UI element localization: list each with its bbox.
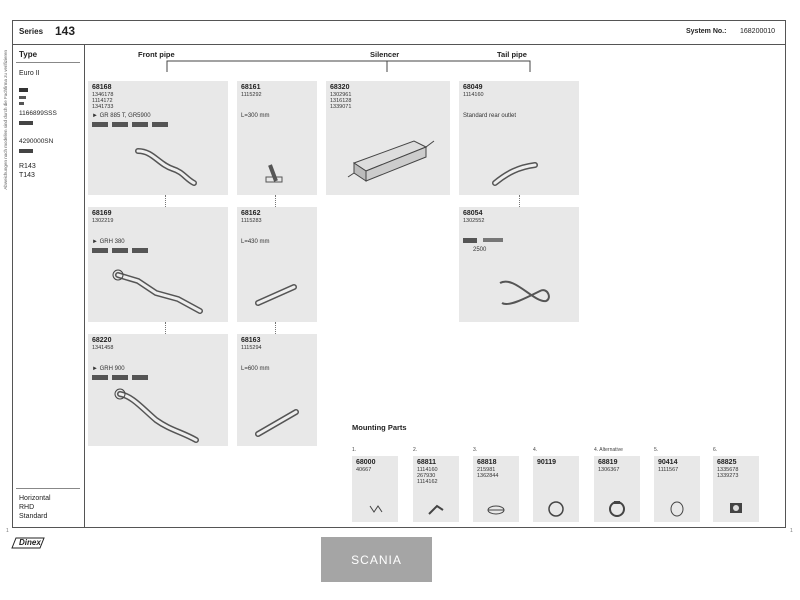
- brand-banner: SCANIA: [321, 537, 432, 582]
- connector-fp3: [165, 322, 166, 334]
- orientation-rhd: RHD: [19, 504, 35, 511]
- length-note: L=430 mm: [241, 239, 270, 245]
- part-number: 68163: [241, 337, 261, 344]
- pipe-drawing: [128, 139, 208, 189]
- oe-numbers: 1114160: [463, 92, 484, 98]
- oe-numbers: 215981 1362844: [477, 467, 499, 480]
- part-number: 90414: [658, 459, 678, 466]
- logo-text: Dinex: [19, 538, 41, 547]
- card-68320[interactable]: [326, 81, 450, 195]
- connector-fp2: [275, 195, 276, 207]
- mount-num-4: 4.: [533, 447, 538, 453]
- part-number: 68162: [241, 210, 261, 217]
- system-value: 168200010: [740, 28, 776, 35]
- mount-num-3: 3.: [473, 447, 478, 453]
- ring-clamp-icon: [545, 500, 567, 518]
- part-number: 68168: [92, 84, 112, 91]
- oe-numbers: 1341458: [92, 345, 114, 351]
- connector-tp1: [519, 195, 520, 207]
- card-68163[interactable]: [237, 334, 317, 446]
- oe-numbers: 1306367: [598, 467, 620, 473]
- mount-card-68825[interactable]: [713, 456, 759, 522]
- card-68161[interactable]: [237, 81, 317, 195]
- type-label: Type: [19, 50, 38, 59]
- part-number: 68220: [92, 337, 112, 344]
- part-number: 68811: [417, 459, 437, 466]
- flex-pipe-drawing: [494, 273, 554, 313]
- engine-code-2: 4290000SN: [19, 138, 54, 145]
- connector-fp1: [165, 195, 166, 207]
- card-68169[interactable]: [88, 207, 228, 322]
- oe-numbers: 1302552: [463, 218, 485, 224]
- pipe-drawing: [252, 404, 302, 440]
- part-number: 68819: [598, 459, 618, 466]
- page-corner-marker-right: 1: [790, 528, 793, 534]
- model-r143: R143: [19, 163, 36, 170]
- pipe-drawing: [262, 161, 292, 187]
- oe-numbers: 1114160 267930 1114162: [417, 467, 438, 486]
- ring-clamp-icon: [606, 500, 628, 518]
- euro-class: Euro II: [19, 70, 40, 77]
- card-68220[interactable]: [88, 334, 228, 446]
- section-tail-pipe: Tail pipe: [497, 50, 527, 59]
- mount-card-68819[interactable]: [594, 456, 640, 522]
- mount-card-68811[interactable]: [413, 456, 459, 522]
- part-number: 68169: [92, 210, 112, 217]
- system-label: System No.:: [686, 28, 727, 35]
- mount-num-4-alt: 4. Alternative: [594, 447, 623, 453]
- mount-num-6: 6.: [713, 447, 718, 453]
- orientation-standard: Standard: [19, 513, 48, 520]
- card-68049[interactable]: [459, 81, 579, 195]
- oe-numbers: 1115294: [241, 345, 262, 351]
- fitment-note: ► GRH 380: [92, 239, 125, 245]
- connector-fp4: [275, 322, 276, 334]
- pipe-drawing: [489, 161, 549, 191]
- oe-numbers: 1302961 1316128 1339071: [330, 92, 352, 111]
- mount-num-1: 1.: [352, 447, 357, 453]
- length-note: L=300 mm: [241, 113, 270, 119]
- vehicle-icons: [92, 374, 152, 382]
- part-number: 68054: [463, 210, 483, 217]
- oe-numbers: 1111567: [658, 467, 679, 473]
- sleeve-icon: [666, 500, 688, 518]
- clamp-icon: [368, 502, 384, 514]
- oe-numbers: 1302219: [92, 218, 114, 224]
- mount-num-2: 2.: [413, 447, 418, 453]
- model-t143: T143: [19, 172, 35, 179]
- part-number: 68825: [717, 459, 737, 466]
- orientation-horizontal: Horizontal: [19, 495, 51, 502]
- pipe-drawing: [108, 265, 218, 319]
- card-68054[interactable]: [459, 207, 579, 322]
- vehicle-icons: [92, 121, 172, 129]
- oe-numbers: 1115292: [241, 92, 262, 98]
- length-note: 2500: [473, 247, 487, 253]
- mount-card-90119[interactable]: [533, 456, 579, 522]
- oe-numbers: 1335678 1339273: [717, 467, 739, 480]
- part-number: 68000: [356, 459, 376, 466]
- section-front-pipe: Front pipe: [138, 50, 175, 59]
- oe-numbers: 1346178 1114172 1341733: [92, 92, 114, 111]
- series-label: Series: [19, 27, 44, 36]
- vertical-disclaimer: Abweichungen nach modellen sind durch die Fachfirma zu verifizieren: [3, 50, 8, 190]
- mount-num-5: 5.: [654, 447, 659, 453]
- outlet-note: Standard rear outlet: [463, 113, 517, 119]
- section-mounting-parts: Mounting Parts: [352, 423, 407, 432]
- series-value: 143: [55, 24, 76, 38]
- fitment-note: ► GRH 900: [92, 366, 125, 372]
- page-corner-marker: 1: [6, 528, 9, 534]
- bracket-icon: [427, 502, 445, 516]
- clamp-icon: [485, 502, 507, 516]
- vehicle-icons: [92, 247, 152, 255]
- part-number: 90119: [537, 459, 557, 466]
- section-silencer: Silencer: [370, 50, 400, 59]
- mount-card-90414[interactable]: [654, 456, 700, 522]
- part-number: 68320: [330, 84, 350, 91]
- mount-card-68000[interactable]: [352, 456, 398, 522]
- part-number: 68818: [477, 459, 497, 466]
- fitment-note: ► GR 885 T, GR5900: [92, 113, 151, 119]
- engine-code-1: 1166899SSS: [19, 110, 57, 117]
- length-note: L=600 mm: [241, 366, 270, 372]
- silencer-drawing: [344, 133, 440, 189]
- oe-numbers: 1115283: [241, 218, 262, 224]
- part-number: 68161: [241, 84, 261, 91]
- hanger-icon: [725, 500, 747, 518]
- card-68168[interactable]: [88, 81, 228, 195]
- card-68162[interactable]: [237, 207, 317, 322]
- pipe-drawing: [252, 279, 302, 309]
- pipe-drawing: [112, 388, 212, 444]
- mount-card-68818[interactable]: [473, 456, 519, 522]
- part-number: 68049: [463, 84, 483, 91]
- oe-numbers: 40667: [356, 467, 372, 473]
